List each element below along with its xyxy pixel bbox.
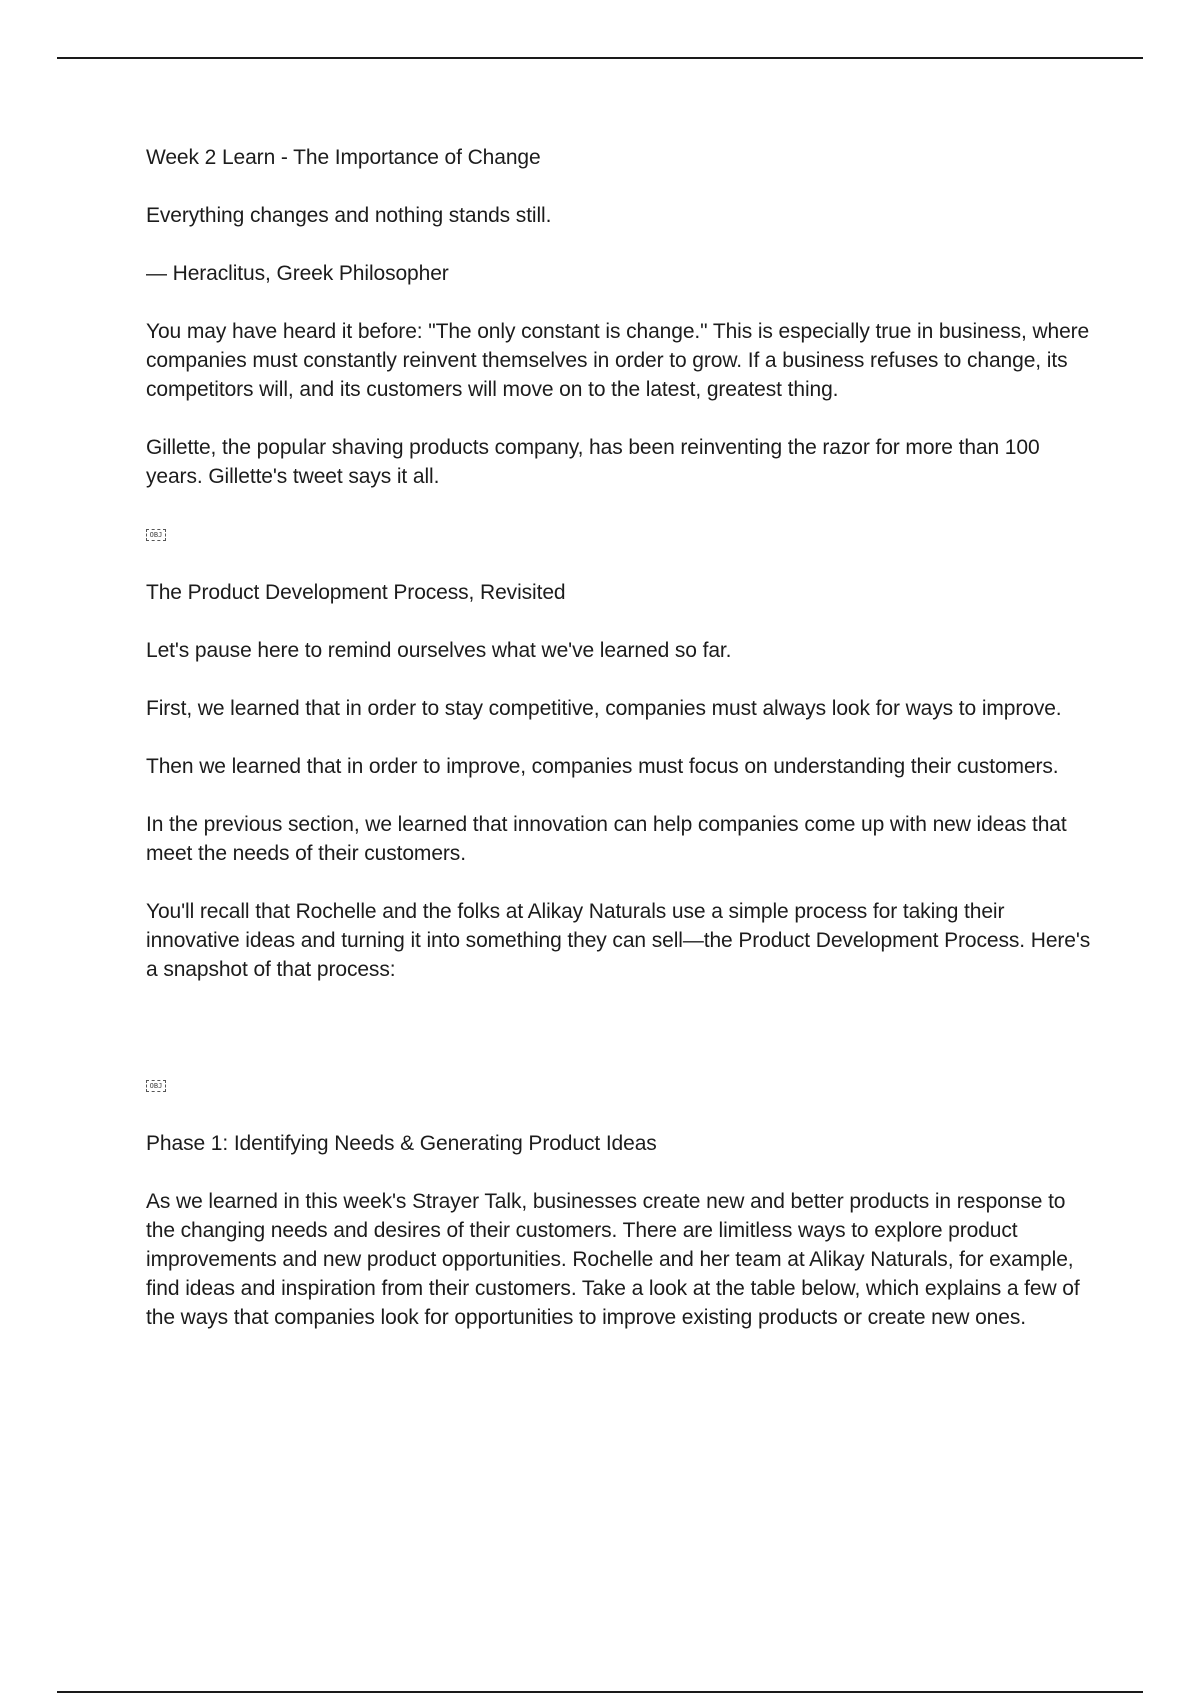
- recall-paragraph: You'll recall that Rochelle and the folks at Alikay Naturals use a simple process for taking their innovative ideas and turning it into something they can sell—the Product Development Process. Here's a snapshot of that process:: [146, 900, 1091, 981]
- previous-paragraph: In the previous section, we learned that innovation can help companies come up with new ideas that meet the needs of their customers.: [146, 813, 1067, 865]
- quote-text: Everything changes and nothing stands still.: [146, 204, 552, 227]
- gillette-paragraph: Gillette, the popular shaving products company, has been reinventing the razor for more than 100 years. Gillette's tweet says it all.: [146, 436, 1040, 488]
- page-title: Week 2 Learn - The Importance of Change: [146, 146, 541, 169]
- missing-image-icon: OBJ: [146, 1080, 166, 1092]
- pause-paragraph: Let's pause here to remind ourselves what we've learned so far.: [146, 639, 732, 662]
- section-heading: The Product Development Process, Revisited: [146, 581, 566, 604]
- document-body: [146, 143, 1096, 1361]
- intro-paragraph: You may have heard it before: "The only constant is change." This is especially true in business, where companies must constantly reinvent themselves in order to grow. If a business refuses to change, its competitors will, and its customers will move on to the latest, greatest thing.: [146, 320, 1090, 401]
- embedded-object-1: [146, 520, 1096, 549]
- spacer: [146, 1013, 1096, 1071]
- embedded-object-2: [146, 1071, 1096, 1100]
- bottom-divider: [57, 1691, 1143, 1693]
- phase-paragraph: As we learned in this week's Strayer Talk, businesses create new and better products in response to the changing needs and desires of their customers. There are limitless ways to explore product improvements and new product opportunities. Rochelle and her team at Alikay Naturals, for example, find ideas and inspiration from their customers. Take a look at the table below, which explains a few of the ways that companies look for opportunities to improve existing products or create new ones.: [146, 1190, 1080, 1329]
- missing-image-icon: OBJ: [146, 529, 166, 541]
- phase-heading: Phase 1: Identifying Needs & Generating Product Ideas: [146, 1132, 657, 1155]
- then-paragraph: Then we learned that in order to improve, companies must focus on understanding their customers.: [146, 755, 1059, 778]
- quote-attribution: — Heraclitus, Greek Philosopher: [146, 262, 449, 285]
- first-paragraph: First, we learned that in order to stay competitive, companies must always look for ways to improve.: [146, 697, 1062, 720]
- top-divider: [57, 57, 1143, 59]
